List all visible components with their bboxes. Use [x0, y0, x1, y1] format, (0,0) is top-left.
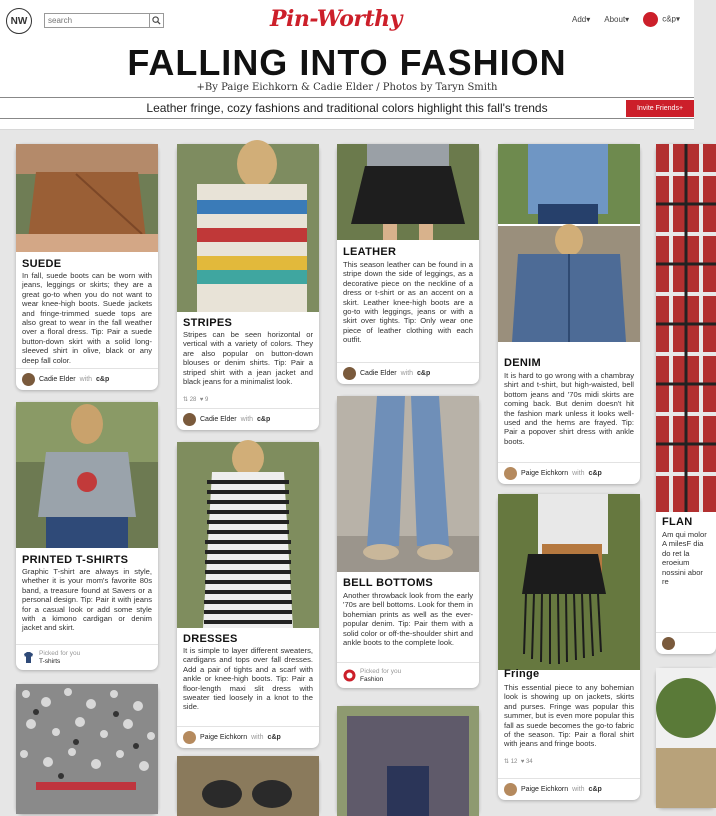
pin-footer: [16, 368, 158, 390]
pin-title: SUEDE: [22, 258, 62, 270]
heart-icon: ♥: [520, 759, 525, 765]
group-name[interactable]: c&p: [257, 416, 271, 423]
knit-texture-photo: [16, 684, 158, 814]
striped-sweater-photo: [177, 144, 319, 312]
author-name[interactable]: Cadie Elder: [360, 370, 397, 377]
pin-description: It is hard to go wrong with a chambray shirt and t-shirt, but high-waisted, bell bottom jeans and '70s midi skirts are coming back. But denim doesn't hit the fashion mark unless it looks well-used and the hems are frayed. Tip: Pair a popover shirt dress with ankle boots.: [504, 371, 634, 446]
pin-description: This essential piece to any bohemian look is showing up on jackets, skirts and purses. Fringe was popular this summer, but is even more popular this fall as suede becomes the go-to fabric of the season. Tip: Pair a floral shirt with jeans and fringe boots.: [504, 683, 634, 749]
pin-footer: [177, 408, 319, 430]
with-label: with: [240, 416, 254, 423]
pin-description: Another throwback look from the early '70s are bell bottoms. Look for them in bohemian prints as well as the ever-popular denim. Tip: Pair them with a solid color or off-the-shoulder shirt and ankle boots to the complete look.: [343, 591, 473, 648]
pin-bell-bottoms[interactable]: [337, 396, 479, 688]
pin-sweater[interactable]: [337, 706, 479, 816]
pin-footer: [177, 726, 319, 748]
pin-description: Graphic T-shirt are always in style, whether it is your mom's favorite 80s band, a treasure found at Savers or a personal design. Tip: Pair it with jeans for a casual look or add some style with a kimono cardigan or denim jacket and skirt.: [22, 567, 152, 633]
pin-title: BELL BOTTOMS: [343, 577, 433, 589]
author-name[interactable]: Cadie Elder: [200, 416, 237, 423]
with-label: with: [251, 734, 264, 741]
pin-suede[interactable]: [16, 144, 158, 390]
subtitle-bar: [0, 97, 694, 119]
repin-count: 28: [189, 397, 197, 403]
like-count: 34: [525, 759, 533, 765]
picked-info: [360, 668, 401, 684]
pin-footer: [498, 778, 640, 800]
page-header: [0, 0, 694, 130]
repin-icon: ⇅: [504, 759, 510, 765]
author-name[interactable]: Paige Eichkorn: [521, 470, 569, 477]
group-name[interactable]: c&p: [96, 376, 110, 383]
brand-logo[interactable]: Pin-Worthy: [270, 6, 402, 32]
pin-title: LEATHER: [343, 246, 397, 258]
tshirt-icon: [22, 651, 35, 664]
striped-dress-photo: [177, 442, 319, 628]
group-name[interactable]: c&p: [588, 786, 602, 793]
user-name: c&p▾: [662, 14, 680, 24]
avatar[interactable]: [343, 367, 356, 380]
pin-title: STRIPES: [183, 317, 233, 329]
pin-title: DRESSES: [183, 633, 238, 645]
top-nav: [572, 12, 680, 27]
user-avatar: [643, 12, 658, 27]
avatar[interactable]: [183, 413, 196, 426]
pin-leather[interactable]: [337, 144, 479, 384]
pin-title: PRINTED T-SHIRTS: [22, 554, 129, 566]
with-label: with: [572, 786, 585, 793]
logo[interactable]: NW: [6, 8, 32, 34]
pin-footer: [656, 632, 716, 654]
avatar[interactable]: [183, 731, 196, 744]
pin-footer: [337, 662, 479, 688]
fashion-icon: [343, 669, 356, 682]
pin-title: Fringe: [504, 668, 540, 680]
author-name[interactable]: Paige Eichkorn: [521, 786, 569, 793]
picked-info: [39, 650, 80, 666]
pin-description: It is simple to layer different sweaters, cardigans and tops over fall dresses. Add a pair of tights and a scarf with ankle or knee-high boots. Tip: Pair a floor-length maxi slit dress with sweater tied loosely in a knot to the side.: [183, 646, 313, 712]
suede-skirt-photo: [16, 144, 158, 252]
tshirt-photo: [16, 402, 158, 548]
pin-footer: [16, 644, 158, 670]
pin-printed-tshirts[interactable]: [16, 402, 158, 670]
group-name[interactable]: c&p: [588, 470, 602, 477]
avatar[interactable]: [662, 637, 675, 650]
about-menu[interactable]: About▾: [604, 15, 630, 24]
pin-footer: [337, 362, 479, 384]
category-link[interactable]: T-shirts: [39, 657, 61, 665]
leather-skirt-photo: [337, 144, 479, 240]
avatar[interactable]: [22, 373, 35, 386]
pin-fringe[interactable]: [498, 494, 640, 800]
pin-stripes[interactable]: [177, 144, 319, 430]
boots-photo: [177, 756, 319, 816]
pin-description: Stripes can be seen horizontal or vertical with a variety of colors. They are also popular on button-down blouses or denim shirts. Tip: Pair a striped shirt with a jean jacket and black jeans for a minimalist look.: [183, 330, 313, 387]
with-label: with: [572, 470, 585, 477]
flannel-photo: [656, 144, 716, 512]
pin-footer: [498, 462, 640, 484]
repin-icon: ⇅: [183, 397, 189, 403]
pin-stats: [504, 758, 533, 765]
repin-count: 12: [510, 759, 518, 765]
search-input[interactable]: [45, 14, 149, 27]
group-name[interactable]: c&p: [267, 734, 281, 741]
avatar[interactable]: [504, 783, 517, 796]
denim-photo: [498, 144, 640, 342]
search-button[interactable]: [149, 14, 163, 27]
group-name[interactable]: c&p: [417, 370, 431, 377]
author-name[interactable]: Paige Eichkorn: [200, 734, 248, 741]
avatar[interactable]: [504, 467, 517, 480]
byline: +By Paige Eichkorn & Cadie Elder / Photos by Taryn Smith: [196, 82, 498, 93]
picked-label: Picked for you: [360, 667, 402, 675]
pin-boots[interactable]: [177, 756, 319, 816]
page-title: FALLING INTO FASHION: [127, 42, 567, 83]
pin-description: This season leather can be found in a stripe down the side of leggings, as a decorative piece on the neckline of a dress or t-shirt or as an accent on a skirt. Leather knee-high boots are a go-to with leggings, jeans or with a skirt over tights. Tip: Only wear one piece of leather clothing with each outfit.: [343, 260, 473, 345]
pin-flannel[interactable]: [656, 144, 716, 654]
heart-icon: ♥: [199, 397, 204, 403]
search-icon: [152, 16, 161, 25]
pin-denim[interactable]: [498, 144, 640, 484]
like-count: 9: [204, 397, 209, 403]
add-menu[interactable]: Add▾: [572, 15, 591, 24]
pin-description: Am qui molor A milesF dia do ret la eroeium nossini abor re: [662, 530, 707, 587]
author-name[interactable]: Cadie Elder: [39, 376, 76, 383]
user-menu[interactable]: [643, 12, 680, 27]
pin-sweater-texture[interactable]: [16, 684, 158, 814]
search-box: [44, 13, 164, 28]
invite-friends-button[interactable]: Invite Friends+: [626, 100, 694, 117]
picked-label: Picked for you: [39, 649, 81, 657]
outdoor-photo: [656, 668, 716, 808]
pin-title: FLAN: [662, 516, 693, 528]
pin-stats: [183, 396, 208, 403]
pin-description: In fall, suede boots can be worn with jeans, leggings or skirts; they are a great go-to when you do not want to wear knee-high boots. Suede jackets and fringe-trimmed suede tops are also great to wear in the fall weather over a floral dress. Tip: Pair a suede button-down skirt with a solid long-sleeved shirt in olive, black or any deep fall color.: [22, 271, 152, 365]
pin-title: DENIM: [504, 357, 541, 369]
bell-bottoms-photo: [337, 396, 479, 572]
with-label: with: [400, 370, 414, 377]
with-label: with: [79, 376, 93, 383]
pin-outdoor[interactable]: [656, 668, 716, 808]
fringe-bag-photo: [498, 494, 640, 670]
pin-dresses[interactable]: [177, 442, 319, 748]
sweater-photo: [337, 706, 479, 816]
category-link[interactable]: Fashion: [360, 675, 384, 683]
subtitle: Leather fringe, cozy fashions and traditional colors highlight this fall's trends: [146, 101, 548, 115]
